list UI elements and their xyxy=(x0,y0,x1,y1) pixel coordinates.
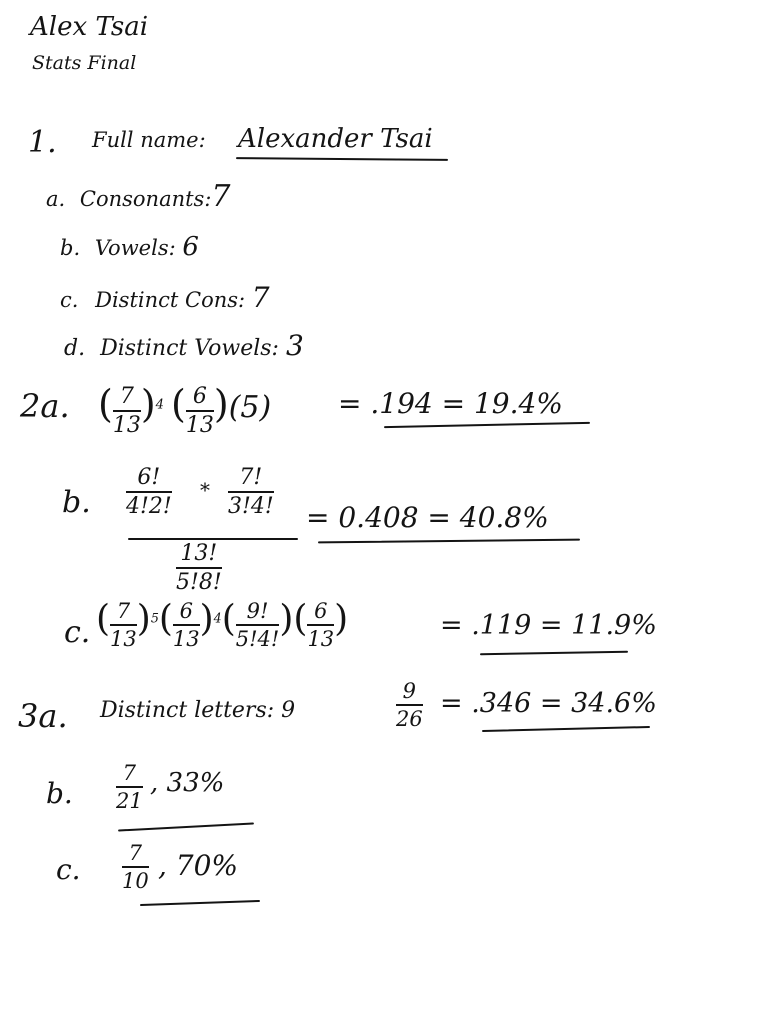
q3a-text: Distinct letters: 9 xyxy=(100,698,296,723)
q2a-fraction-6-13: $\frac{6}{13}$ xyxy=(185,384,214,438)
q2c-result-underline xyxy=(480,651,628,656)
q2c-fraction-9-54: $\frac{9!}{5!4!}$ xyxy=(235,599,280,651)
q3b-label: b. xyxy=(46,777,73,810)
q2c-label: c. xyxy=(64,615,91,650)
q2c-fraction-6-13-b: $\frac{6}{13}$ xyxy=(307,599,335,651)
q3c-underline xyxy=(140,900,260,906)
course-title: Stats Final xyxy=(32,52,137,74)
q1b-value: 6 xyxy=(182,232,199,262)
q1c-text: Distinct Cons: xyxy=(95,288,246,312)
q2b-result-underline xyxy=(318,539,580,544)
q2a-exponent: 4 xyxy=(155,397,165,413)
q2a-result-underline xyxy=(384,422,590,428)
q2b-times: * xyxy=(200,478,210,502)
q2a-factor: (5) xyxy=(228,390,272,425)
q1-number: 1. xyxy=(28,125,57,160)
q2b-denominator: $\frac{13!}{5!8!}$ xyxy=(176,541,222,595)
q3b-result: , 33% xyxy=(150,768,225,798)
q2c-expression: ( $\frac{7}{13}$ )$^5$( $\frac{6}{13}$ )$^4$( $\frac{9!}{5!4!}$ )( $\frac{6}{13}$ ) xyxy=(96,598,349,651)
q3a-fraction: $\frac{9}{26}$ xyxy=(396,679,423,731)
student-name: Alex Tsai xyxy=(30,12,149,42)
q2b-result: = 0.408 = 40.8% xyxy=(306,501,549,534)
q1a-text: Consonants: xyxy=(79,187,212,211)
q2b-term-2: $\frac{7!}{3!4!}$ xyxy=(228,465,274,519)
q1d-item xyxy=(64,329,304,362)
q1c-label: c. xyxy=(60,288,79,312)
q3c-result: , 70% xyxy=(158,849,239,882)
q1d-text: Distinct Vowels: xyxy=(100,336,279,361)
q2b-main-fraction-bar xyxy=(128,538,298,540)
q3c-fraction: $\frac{7}{10}$ xyxy=(122,841,149,893)
q1c-value: 7 xyxy=(251,281,270,314)
q3a-label: 3a. xyxy=(18,697,68,735)
q2a-label: 2a. xyxy=(20,387,70,425)
q1c-item xyxy=(60,281,270,314)
q2c-exponent-4: 4 xyxy=(213,610,222,626)
q1a-item xyxy=(46,179,231,214)
q3b-underline xyxy=(118,822,254,831)
q1-answer-underline xyxy=(236,157,448,161)
q1-prompt: Full name: xyxy=(92,128,206,152)
q1b-label: b. xyxy=(60,236,81,260)
q1a-value: 7 xyxy=(211,179,231,214)
q2a-fraction-7-13: $\frac{7}{13}$ xyxy=(112,384,141,438)
q2b-label: b. xyxy=(62,485,91,520)
q2c-result: = .119 = 11.9% xyxy=(440,610,657,641)
q1-answer: Alexander Tsai xyxy=(238,124,433,154)
q1b-text: Vowels: xyxy=(94,236,176,260)
q1b-item xyxy=(60,234,199,260)
q2a-result: = .194 = 19.4% xyxy=(338,387,563,420)
q1d-value: 3 xyxy=(285,329,304,362)
q2c-fraction-7-13: $\frac{7}{13}$ xyxy=(110,599,137,651)
q3a-result: = .346 = 34.6% xyxy=(440,688,657,719)
q3c-label: c. xyxy=(56,853,81,886)
q2b-term-1: $\frac{6!}{4!2!}$ xyxy=(126,465,172,519)
q1a-label: a. xyxy=(46,187,66,211)
q2c-fraction-6-13: $\frac{6}{13}$ xyxy=(172,599,200,651)
q3a-result-underline xyxy=(482,726,650,732)
q2c-exponent-5: 5 xyxy=(150,610,159,626)
q2a-expression: ( $\frac{7}{13}$ )$^4$ ( $\frac{6}{13}$ )(5) xyxy=(98,382,272,438)
q3b-fraction: $\frac{7}{21}$ xyxy=(116,761,143,813)
q1d-label: d. xyxy=(64,336,86,361)
